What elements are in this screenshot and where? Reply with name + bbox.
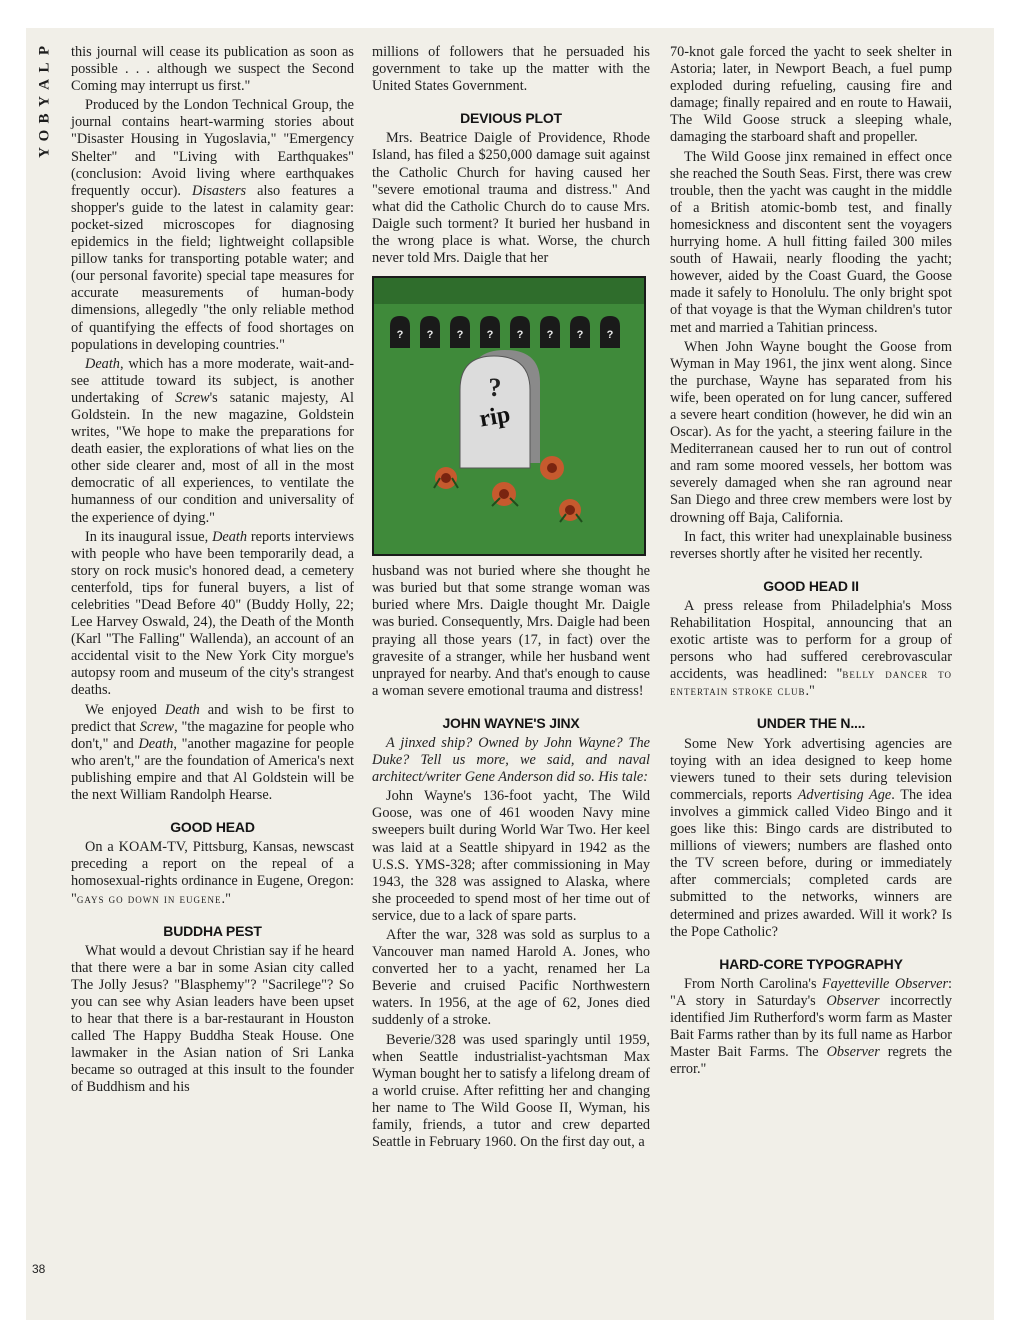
section-heading: HARD-CORE TYPOGRAPHY	[719, 955, 903, 972]
small-headstone	[540, 316, 560, 348]
paragraph: From North Carolina's Fayetteville Observer: "A story in Saturday's Observer incorrectly identified Jim Rutherford's worm farm as Master Bait Farms rather than by its full name as Harbor Master Bait Farms. The Observer regrets the error."	[670, 975, 953, 1078]
svg-text:?: ?	[426, 329, 434, 342]
svg-text:?: ?	[606, 329, 614, 342]
small-headstone	[420, 316, 440, 348]
paragraph: Death, which has a more moderate, wait-and-see attitude toward its subject, is another undertaking of Screw's satanic majesty, Al Goldstein. In the new magazine, Goldstein writes, "We hope to make the preparations for death easier, the explorations of what lies on the other side clearer and, most of all in the most democratic of all experiences, to ventilate the humanness of our condition and universality of the experience of dying."	[71, 355, 354, 526]
paragraph: In fact, this writer had unexplainable business reverses shortly after he visited her recently.	[670, 528, 952, 562]
section-heading: GOOD HEAD	[170, 819, 255, 836]
flower	[540, 456, 564, 480]
page-number: 38	[32, 1262, 46, 1276]
paragraph: Beverie/328 was used sparingly until 1959, when Seattle industrialist-yachtsman Max Wyman bought her to satisfy a lifelong dream of a world cruise. After refitting her and changing her name to The Wild Goose II, Wyman, his family, friends, a tutor and crew departed Seattle in February 1960. On the first day out, a	[372, 1031, 650, 1151]
running-head-letter: B	[36, 113, 53, 124]
small-headstone	[600, 316, 620, 348]
paragraph: On a KOAM-TV, Pittsburg, Kansas, newscast preceding a report on the repeal of a homosexual-rights ordinance in Eugene, Oregon: "gays go down in eugene."	[71, 839, 354, 907]
paragraph: Produced by the London Technical Group, the journal contains heart-warming stories about "Disaster Housing in Yugoslavia," "Emergency Shelter" and "Living with Earthquakes" (conclusion: Avoid living where earthquakes frequently occur). Disasters also features a shopper's guide to the latest in calamity gear: pocket-sized microscopes for diagnosing epidemics in the field; lightweight collapsible pillow tanks for transporting potable water; and (our personal favorite) special tape measures for accurate measurements of human-body dimensions, allegedly "the only reliable method of quantifying the effects of food shortages on populations in developing countries."	[71, 97, 355, 353]
magazine-page	[26, 28, 994, 1320]
svg-text:rip: rip	[477, 401, 513, 433]
section-heading: DEVIOUS PLOT	[460, 110, 562, 127]
running-head-letter: P	[36, 45, 53, 56]
small-headstone	[480, 316, 500, 348]
column-3	[670, 44, 952, 1078]
svg-text:?: ?	[546, 329, 554, 342]
sky-band	[374, 278, 644, 304]
paragraph: John Wayne's 136-foot yacht, The Wild Goose, was one of 461 wooden Navy mine sweepers built during World War Two. Her keel was laid at a Seattle shipyard in 1942 as the U.S.S. YMS-328; after commissioning in May 1943, the 328 was assigned to Alaska, where she proceeded to spend most of her time out of service, due to a lack of spare parts.	[372, 788, 650, 924]
paragraph: When John Wayne bought the Goose from Wyman in May 1961, the jinx went along. Since the purchase, Wayne has separated from his wife, been operated on for lung cancer, suffered a severe heart condition (however, he did win an Oscar). As for the yacht, a steering failure in the Mediterranean caused her to run out of control and ram some moored vessels, her bottom was severely damaged when she ran aground near San Diego and three crew members were lost by drowning off Baja, California.	[670, 338, 952, 526]
paragraph: The Wild Goose jinx remained in effect once she reached the South Seas. First, there was crew trouble, then the yacht was caught in the middle of a British atomic-bomb test, and finally homesickness and discontent sent the voyagers hurrying home. A hull fitting failed 300 miles south of Hawaii, nearly flooding the yacht; however, aided by the Coast Guard, the Goose made it safely to Honolulu. The only bright spot of that voyage is that the Wyman children's tutor met and married a Tahitian princess.	[670, 148, 952, 336]
column-1	[71, 44, 354, 1097]
paragraph: After the war, 328 was sold as surplus to a Vancouver man named Harold A. Jones, who converted her to a yacht, renamed her La Beverie and cruised Pacific Northwestern waters. In 1956, at the age of 62, Jones died suddenly of a stroke.	[372, 927, 650, 1029]
paragraph: this journal will cease its publication as soon as possible . . . although we suspect the Second Coming may interrupt us first."	[71, 44, 354, 95]
svg-text:?: ?	[396, 329, 404, 342]
paragraph: 70-knot gale forced the yacht to seek shelter in Astoria; later, in Newport Beach, a fuel pump exploded during refueling, causing fire and damage; finally repaired and en route to Hawaii, The Wild Goose struck a sleeping whale, damaging the starboard shaft and propeller.	[670, 44, 952, 146]
running-head-letter: O	[36, 129, 53, 142]
running-head-letter: L	[36, 62, 53, 73]
section-heading: BUDDHA PEST	[163, 922, 262, 939]
small-headstone	[450, 316, 470, 348]
graveyard-illustration	[372, 276, 646, 556]
paragraph: What would a devout Christian say if he heard that there were a bar in some Asian city called The Jolly Jesus? "Blasphemy"? "Sacrilege"? So you can see why Asian leaders have been upset to hear that there is a bar-restaurant in Houston called The Happy Buddha Steak House. One lawmaker in the Asian nation of Sri Lanka became so outraged at this insult to the founder of Buddhism and his	[71, 942, 354, 1096]
svg-text:?: ?	[486, 329, 494, 342]
paragraph: We enjoyed Death and wish to be first to predict that Screw, "the magazine for people who don't," and Death, "another magazine for people who aren't," are the foundation of America's next publishing empire and that Al Goldstein will be the next William Randolph Hearse.	[71, 701, 355, 804]
running-head-letter: Y	[36, 96, 53, 107]
small-headstone	[570, 316, 590, 348]
graveyard-illustration-svg	[374, 278, 644, 554]
flower	[435, 467, 457, 489]
svg-text:?: ?	[576, 329, 584, 342]
column-2	[372, 44, 650, 1151]
paragraph: A jinxed ship? Owned by John Wayne? The Duke? Tell us more, we said, and naval architect/writer Gene Anderson did so. His tale:	[372, 734, 650, 786]
paragraph: husband was not buried where she thought he was buried but that some strange woman was buried where Mrs. Daigle thought Mr. Daigle was buried. Consequently, Mrs. Daigle had been praying all those years (17, in fact) over the gravesite of a stranger, while her husband went unprayed for nearby. And that's enough to cause a woman severe emotional trauma and distress!	[372, 563, 650, 699]
small-headstone	[510, 316, 530, 348]
section-heading: JOHN WAYNE'S JINX	[442, 714, 580, 731]
paragraph: Some New York advertising agencies are toying with an idea designed to keep home viewers tuned to their sets during television commercials, reports Advertising Age. The idea involves a gimmick called Video Bingo and it goes like this: Bingo cards are distributed to millions of viewers; numbers are flashed onto the TV screen before, during or immediately after commercials; completed cards are submitted to the networks, winners are determined and prizes awarded. Will it work? Is the Pope Catholic?	[670, 735, 952, 940]
paragraph: A press release from Philadelphia's Moss Rehabilitation Hospital, announcing that an exotic artiste was to perform for a group of persons who had suffered cerebrovascular accidents, was headlined: "belly dancer to entertain stroke club."	[670, 597, 952, 700]
paragraph: Mrs. Beatrice Daigle of Providence, Rhode Island, has filed a $250,000 damage suit against the Catholic Church for having caused her "severe emotional trauma and distress." And what did the Catholic Church do to cause Mrs. Daigle such torment? It buried her husband in the wrong place is what. Worse, the church never told Mrs. Daigle that her	[372, 130, 650, 267]
running-head	[36, 42, 54, 161]
running-head-letter: Y	[36, 147, 53, 158]
paragraph: millions of followers that he persuaded his government to take up the matter with the United States Government.	[372, 44, 650, 95]
running-head-letter: A	[36, 79, 53, 90]
section-heading: UNDER THE N....	[756, 715, 866, 732]
svg-text:?: ?	[456, 329, 464, 342]
svg-text:?: ?	[488, 373, 502, 403]
small-headstone	[390, 316, 410, 348]
section-heading: GOOD HEAD II	[763, 577, 859, 594]
paragraph: In its inaugural issue, Death reports interviews with people who have been temporarily dead, a story on rock music's honored dead, a cemetery centerfold, tips for funeral buyers, a list of celebrities "Dead Before 40" (Buddy Holly, 22; Lee Harvey Oswald, 24), the Death of the Month (Karl "The Falling" Wallenda), an account of an accidental visit to the New York City morgue's autopsy room and museum of the city's strangest deaths.	[71, 528, 355, 699]
svg-text:?: ?	[516, 329, 524, 342]
large-tombstone	[460, 350, 540, 468]
